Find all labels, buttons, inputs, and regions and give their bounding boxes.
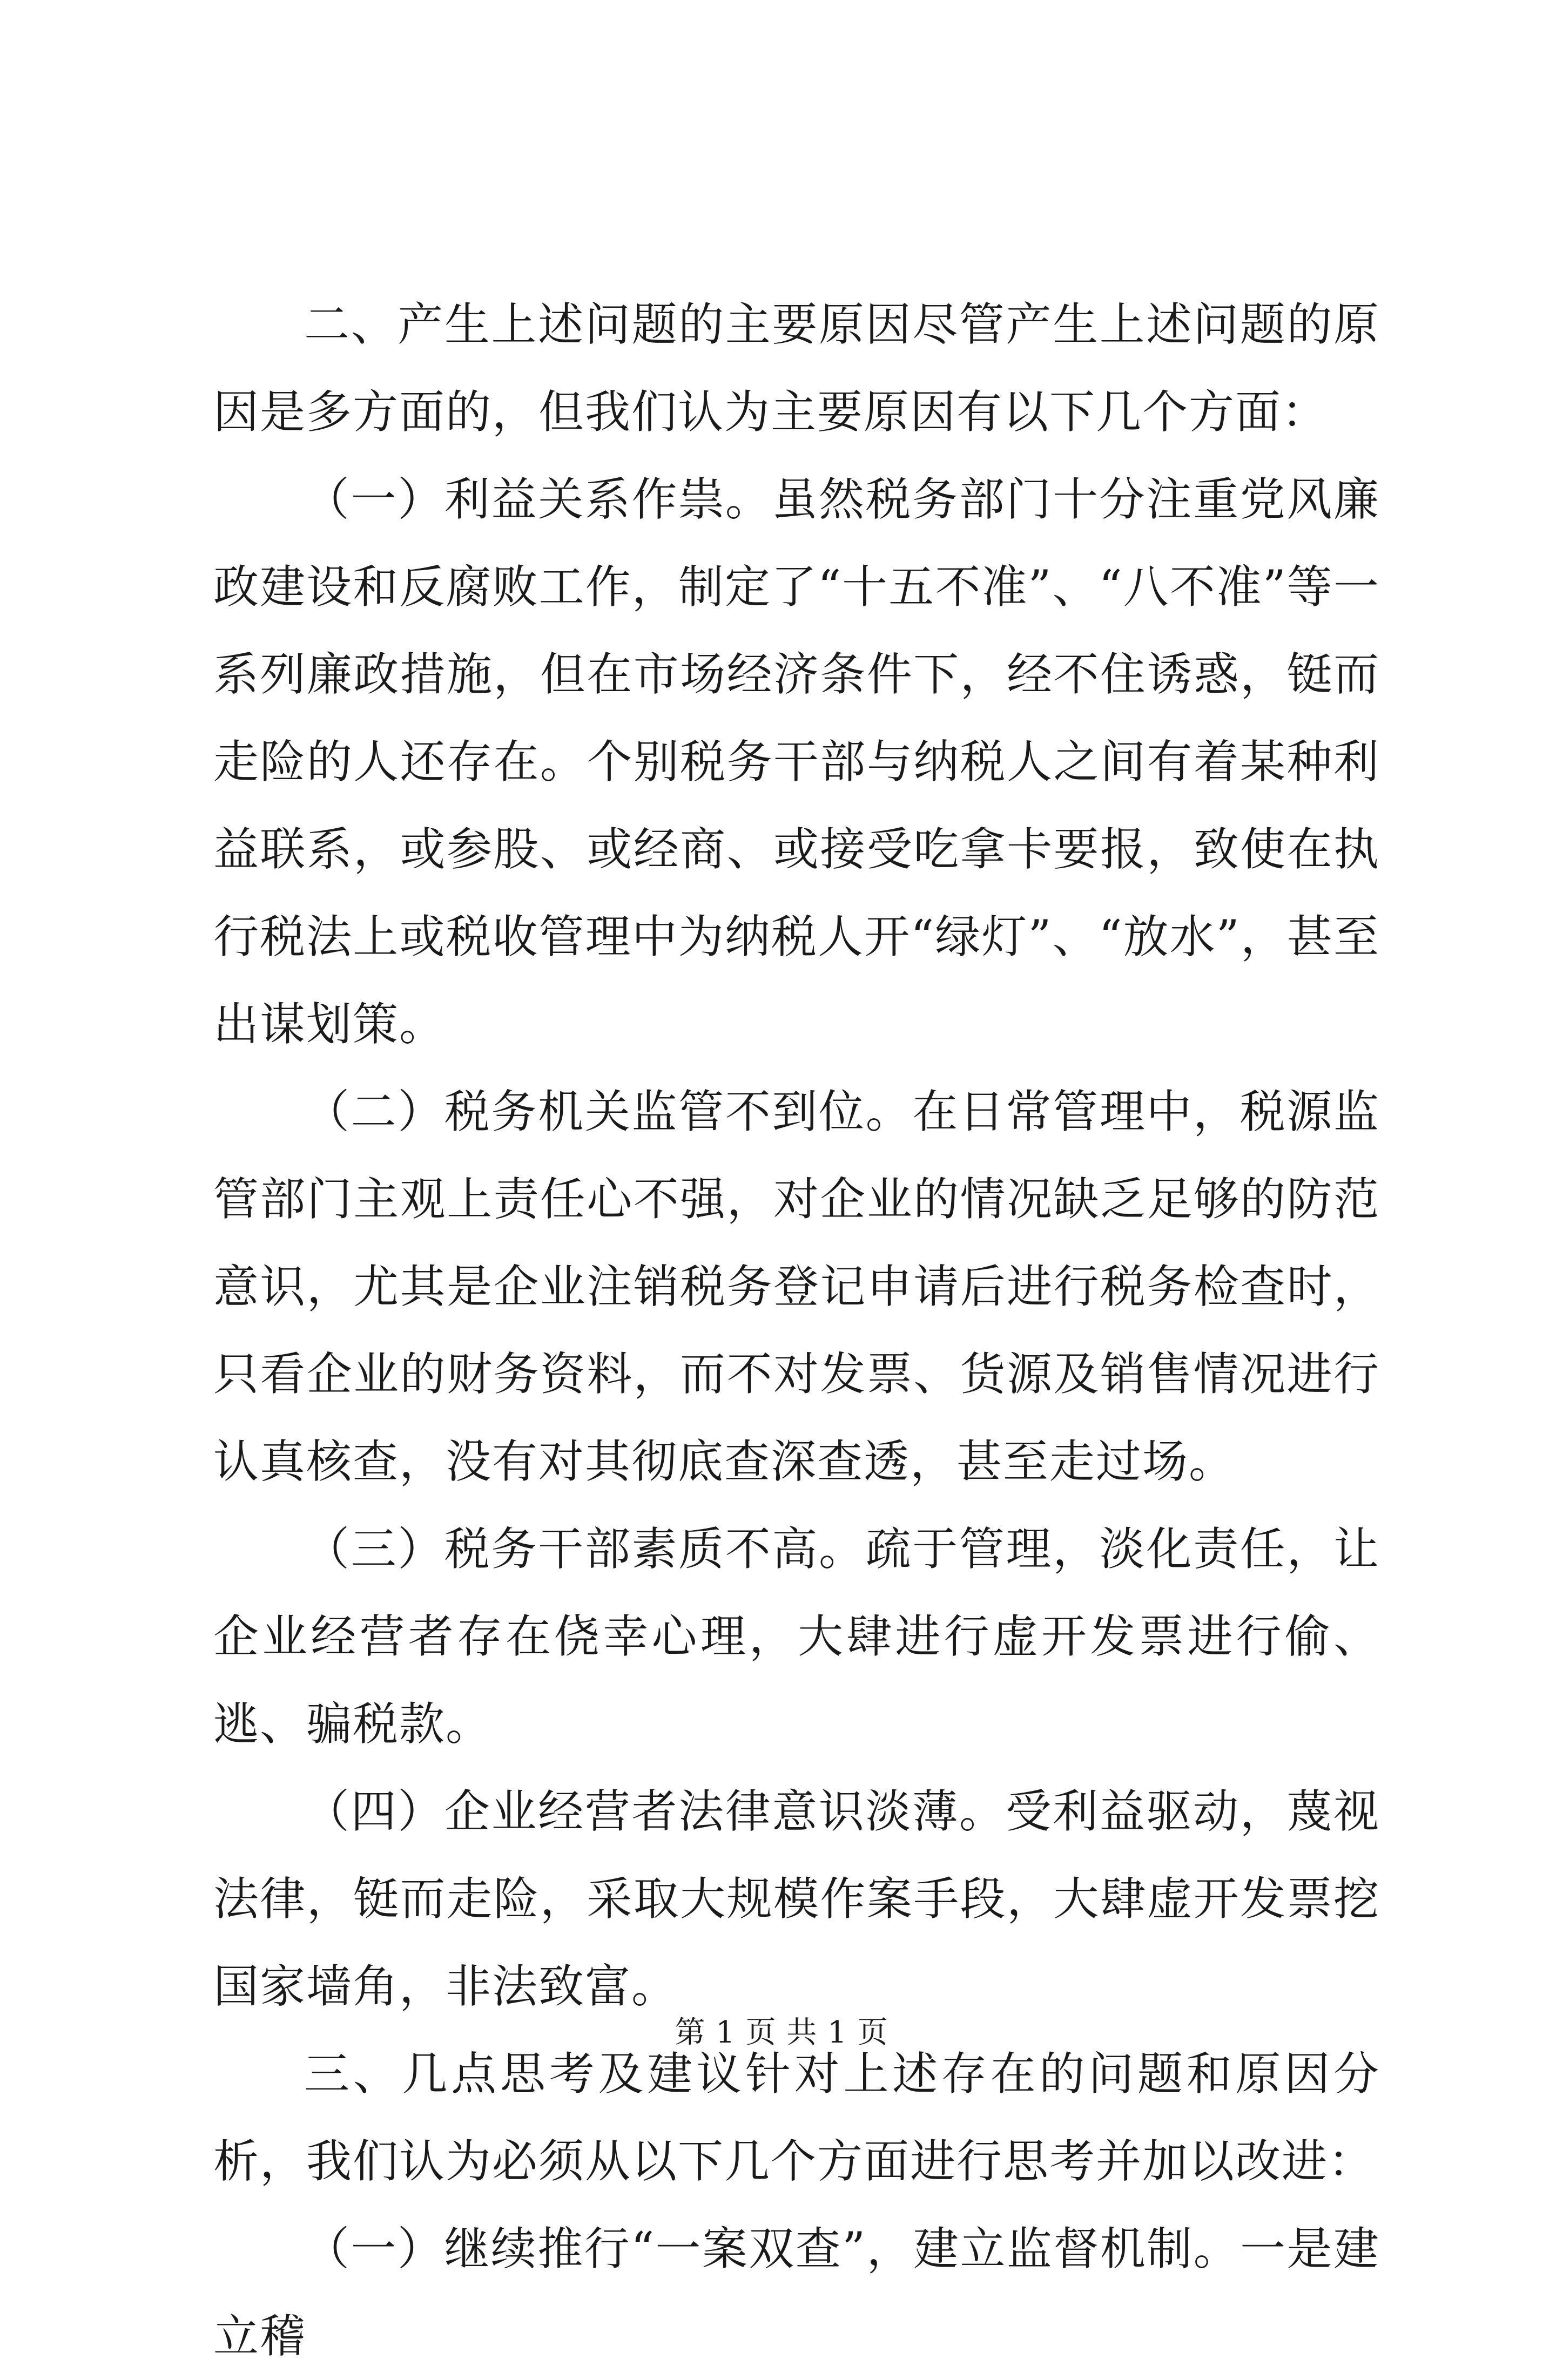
paragraph-staff-quality: （三）税务干部素质不高。疏于管理，淡化责任，让企业经营者存在侥幸心理，大肆进行虚开发票进行偷、逃、骗税款。 bbox=[213, 1523, 1380, 1750]
page-footer: 第 1 页 共 1 页 bbox=[675, 2015, 888, 2050]
paragraph-causes-intro: 二、产生上述问题的主要原因尽管产生上述问题的原因是多方面的，但我们认为主要原因有以下几个方面： bbox=[213, 298, 1380, 438]
paragraph-supervision: （二）税务机关监管不到位。在日常管理中，税源监管部门主观上责任心不强，对企业的情况缺乏足够的防范意识，尤其是企业注销税务登记申请后进行税务检查时，只看企业的财务资料，而不对发票、货源及销售情况进行认真核查，没有对其彻底查深查透，甚至走过场。 bbox=[213, 1085, 1380, 1488]
paragraph-interest-relations: （一）利益关系作祟。虽然税务部门十分注重党风廉政建设和反腐败工作，制定了“十五不准”、“八不准”等一系列廉政措施，但在市场经济条件下，经不住诱惑，铤而走险的人还存在。个别税务干部与纳税人之间有着某种利益联系，或参股、或经商、或接受吃拿卡要报，致使在执行税法上或税收管理中为纳税人开“绿灯”、“放水”，甚至出谋划策。 bbox=[213, 473, 1380, 1051]
document-body bbox=[213, 281, 1380, 2380]
paragraph-suggestions-intro: 三、几点思考及建议针对上述存在的问题和原因分析，我们认为必须从以下几个方面进行思考并加以改进： bbox=[213, 2047, 1380, 2188]
paragraph-suggestion-one: （一）继续推行“一案双查”，建立监督机制。一是建立稽 bbox=[213, 2222, 1380, 2363]
paragraph-legal-awareness: （四）企业经营者法律意识淡薄。受利益驱动，蔑视法律，铤而走险，采取大规模作案手段，大肆虚开发票挖国家墙角，非法致富。 bbox=[213, 1785, 1380, 2013]
